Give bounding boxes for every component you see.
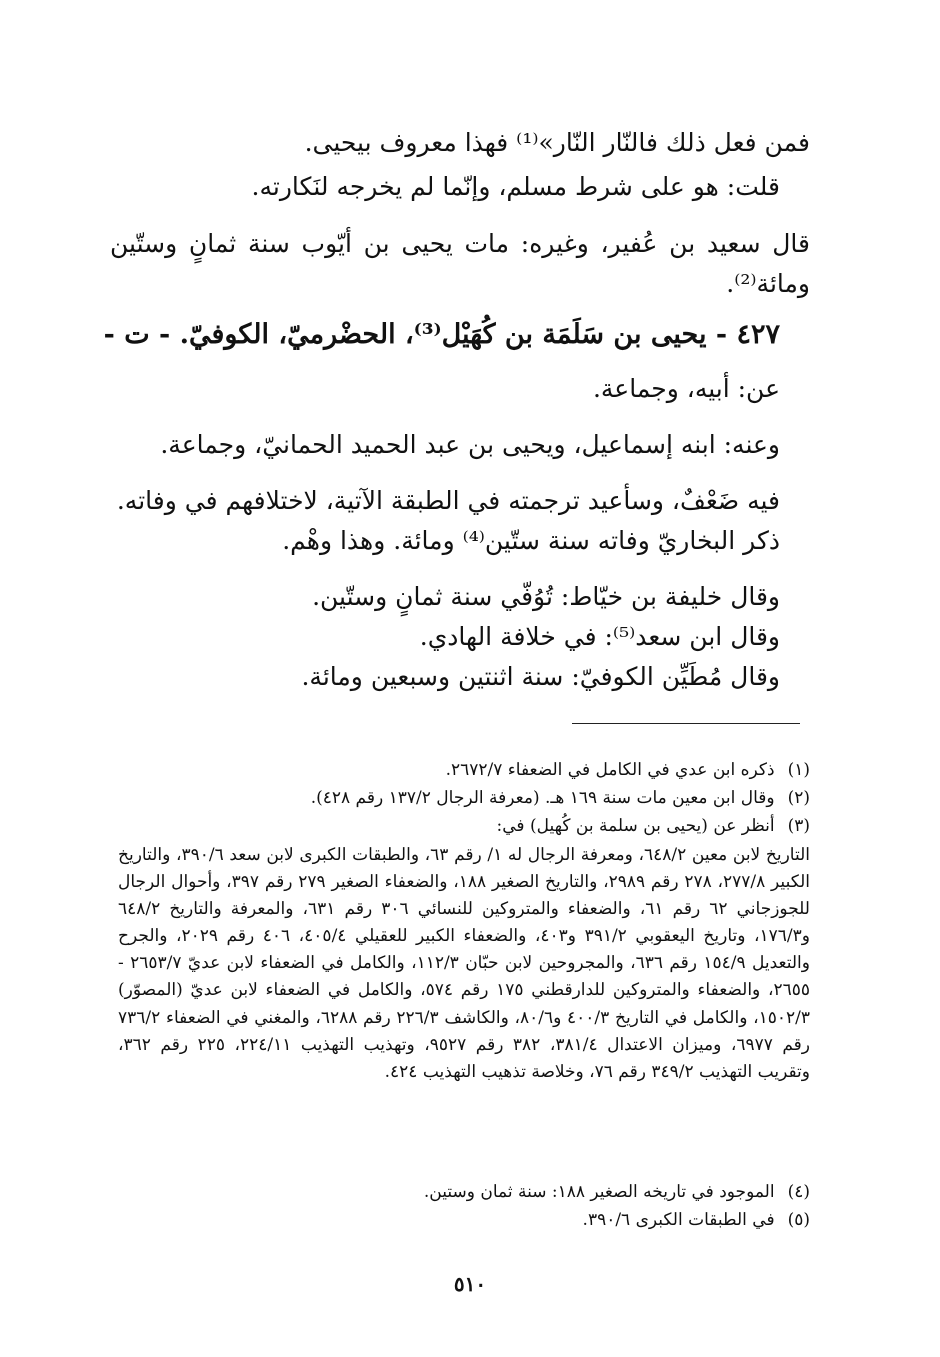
footnote-5 (118, 1206, 810, 1234)
text-line-5: وعنه: ابنه إسماعيل، ويحيى بن عبد الحميد الحمانيّ، وجماعة. (160, 430, 780, 459)
footnote-number: (٥) (787, 1210, 810, 1230)
footnote-2 (118, 784, 810, 812)
text-line-1: فمن فعل ذلك فالنّار النّار»⁽¹⁾ فهذا معروف بيحيى. (304, 128, 810, 157)
text-paragraph-3: قال سعيد بن عُفير، وغيره: مات يحيى بن أيّوب سنة ثمانٍ وستّين ومائة⁽²⁾. (110, 229, 810, 298)
text-line-6: فيه ضَعْفٌ، وسأعيد ترجمته في الطبقة الآتية، لاختلافهم في وفاته. (116, 486, 780, 515)
footnote-text: ذكره ابن عدي في الكامل في الضعفاء ٢٦٧٢/٧. (445, 760, 775, 780)
footnote-3 (118, 812, 810, 840)
footnote-text: الموجود في تاريخه الصغير ١٨٨: سنة ثمان وستين. (423, 1182, 775, 1202)
text-line-8: وقال خليفة بن خيّاط: تُوُفّي سنة ثمانٍ وستّين. (312, 582, 780, 611)
footnote-number: (٤) (787, 1182, 810, 1202)
footnote-1 (118, 756, 810, 784)
text-line-4: عن: أبيه، وجماعة. (592, 374, 780, 403)
footnote-text: في الطبقات الكبرى ٣٩٠/٦. (582, 1210, 775, 1230)
footnote-text: أنظر عن (يحيى بن سلمة بن كُهيل) في: (496, 816, 775, 836)
page-number: ٥١٠ (453, 1272, 487, 1296)
footnote-3-body: التاريخ لابن معين ٦٤٨/٢، ومعرفة الرجال له ١/ رقم ٦٣، والطبقات الكبرى لابن سعد ٣٩٠/٦، والتاريخ الكبير ٢٧٧/٨، ٢٧٨ رقم ٢٩٨٩، والتاريخ الصغير ١٨٨، والضعفاء الصغير ٢٧٩ رقم ٣٩٧، وأحوال الرجال للجوزجاني ٦٢ رقم ٦١، والضعفاء والمتروكين للنسائي ٣٠٦ رقم ٦٣١، والمعرفة والتاريخ ٦٤٨/٢ و١٧٦/٣، وتاريخ اليعقوبي ٣٩١/٢ و٤٠٣، والضعفاء الكبير للعقيلي ٤٠٥/٤، ٤٠٦ رقم ٢٠٢٩، والجرح والتعديل ١٥٤/٩ رقم ٦٣٦، والمجروحين لابن حبّان ١١٢/٣، والكامل في الضعفاء لابن عديّ ٢٦٥٣/٧ - ٢٦٥٥، والضعفاء والمتروكين للدارقطني ١٧٥ رقم ٥٧٤، والكامل في الضعفاء لابن عديّ (المصوّر) ١٥٠٢/٣، والكامل في التاريخ ٤٠٠/٣ و٨٠/٦، والكاشف ٢٢٦/٣ رقم ٦٢٨٨، والمغني في الضعفاء ٧٣٦/٢ رقم ٦٩٧٧، وميزان الاعتدال ٣٨١/٤، ٣٨٢ رقم ٩٥٢٧، وتهذيب التهذيب ٢٢٤/١١، ٢٢٥ رقم ٣٦٢، وتقريب التهذيب ٣٤٩/٢ رقم ٧٦، وخلاصة تذهيب التهذيب ٤٢٤. (118, 845, 811, 1082)
footnote-number: (٣) (787, 816, 810, 836)
footnote-number: (١) (787, 760, 810, 780)
text-line-2: قلت: هو على شرط مسلم، وإنّما لم يخرجه لنَكارته. (251, 172, 780, 201)
footnote-divider (572, 723, 800, 724)
text-line-9: وقال ابن سعد⁽⁵⁾: في خلافة الهادي. (419, 622, 780, 651)
footnote-text: وقال ابن معين مات سنة ١٦٩ هـ. (معرفة الرجال ١٣٧/٢ رقم ٤٢٨). (310, 788, 775, 808)
text-line-7: ذكر البخاريّ وفاته سنة ستّين⁽⁴⁾ ومائة. وهذا وهْم. (282, 526, 780, 555)
entry-heading: ٤٢٧ - يحيى بن سَلَمَة بن كُهَيْل⁽³⁾، الحضْرميّ، الكوفيّ. - ت - (103, 319, 780, 350)
footnote-4 (118, 1178, 810, 1206)
text-line-10: وقال مُطَيِّن الكوفيّ: سنة اثنتين وسبعين ومائة. (301, 662, 780, 691)
footnote-number: (٢) (787, 788, 810, 808)
